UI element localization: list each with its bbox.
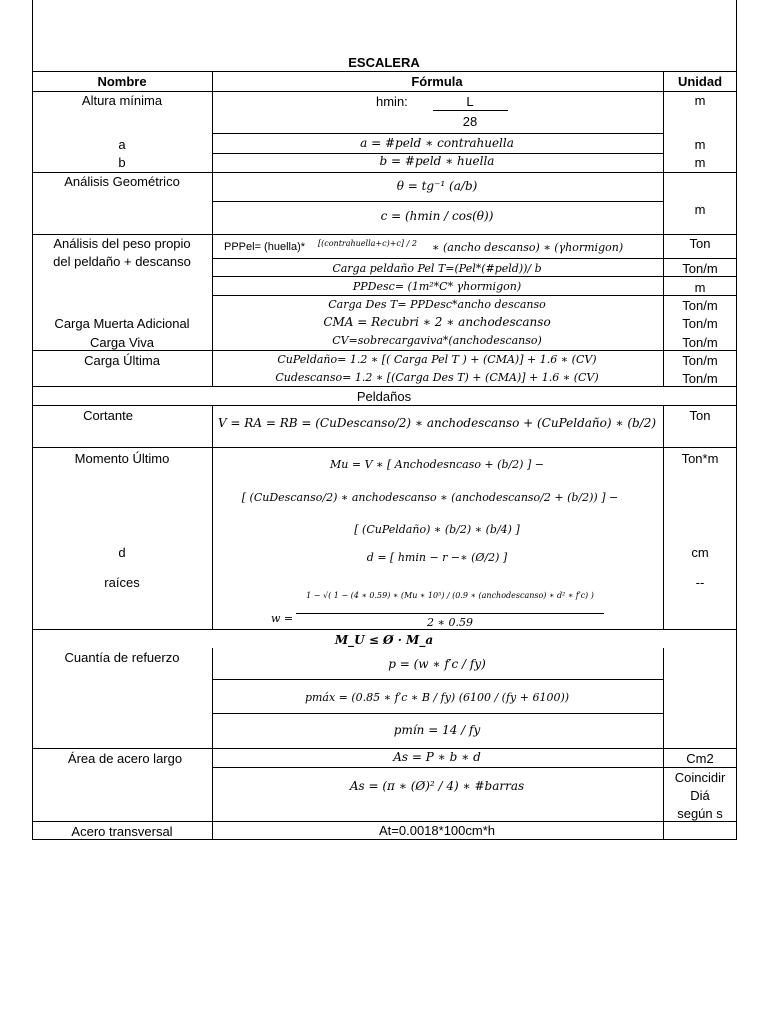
cma-name-1: Carga Muerta Adicional: [54, 316, 190, 331]
area-f1: As = P ∗ b ∗ d: [393, 750, 481, 764]
row-line: [32, 234, 737, 235]
a-formula: a = #peld ∗ contrahuella: [360, 136, 514, 150]
peso-name-1: Análisis del peso propio: [53, 236, 191, 251]
cuantia-f3: pmín = 14 / fy: [393, 723, 481, 737]
peso-f2: Carga peldaño Pel T=(Pel*(#peld))/ b: [332, 262, 542, 275]
ultima-name: Carga Última: [84, 353, 160, 368]
row-line: [32, 748, 737, 749]
cortante-name: Cortante: [83, 408, 133, 423]
peso-u3: m: [694, 280, 706, 295]
col-sep: [663, 72, 664, 387]
geom-name: Análisis Geométrico: [64, 174, 180, 189]
row-line: [32, 350, 737, 351]
header-unit: Unidad: [677, 74, 723, 89]
raices-lhs: w =: [271, 612, 294, 625]
a-name: a: [118, 137, 126, 152]
col-sep: [212, 447, 213, 630]
d-formula: d = [ hmin − r −∗ (Ø/2) ]: [366, 551, 508, 564]
fraction-bar: [296, 613, 604, 614]
altura-num: L: [466, 94, 474, 109]
sheet-title: ESCALERA: [348, 55, 420, 70]
cuantia-header: M_U ≤ Ø · M_a: [334, 633, 434, 647]
geom-unit: m: [694, 202, 706, 217]
momento-f2: [ (CuDescanso/2) ∗ anchodescanso ∗ (anchodescanso/2 + (b/2)) ] −: [241, 491, 619, 504]
col-sep: [212, 648, 213, 840]
row-line: [32, 629, 737, 630]
cuantia-name: Cuantía de refuerzo: [64, 650, 180, 665]
momento-unit: Ton*m: [681, 451, 719, 466]
cma-u1: Ton/m: [682, 298, 718, 313]
col-sep: [212, 72, 213, 387]
row-line: [32, 91, 737, 92]
raices-num: 1 − √( 1 − (4 ∗ 0.59) ∗ (Mu ∗ 10⁵) / (0.9 ∗ (anchodescanso) ∗ d² ∗ f′c) ): [306, 591, 594, 600]
border-bottom: [32, 839, 737, 840]
cma-u3: Ton/m: [682, 335, 718, 350]
row-line: [32, 71, 737, 72]
cma-f3: CV=sobrecargaviva*(anchodescanso): [332, 334, 542, 347]
area-u1: Cm2: [686, 751, 714, 766]
cma-f1: Carga Des T= PPDesc*ancho descanso: [328, 298, 546, 311]
peso-f1c: ∗ (ancho descanso) ∗ (γhormigon): [432, 241, 624, 254]
raices-name: raíces: [104, 575, 140, 590]
peldanos-label: Peldaños: [356, 389, 412, 404]
area-u2a: Coincidir: [674, 770, 726, 785]
cuantia-f1: p = (w ∗ f′c / fy): [388, 657, 486, 671]
row-line: [32, 386, 737, 387]
row-line: [32, 405, 737, 406]
cma-u2: Ton/m: [682, 316, 718, 331]
peso-f1b: [(contrahuella+c)+c] / 2: [318, 239, 417, 248]
row-line: [212, 679, 664, 680]
raices-unit: --: [695, 575, 705, 590]
area-u2c: según s: [677, 806, 723, 821]
col-sep: [212, 405, 213, 450]
b-formula: b = #peld ∗ huella: [379, 154, 495, 168]
cuantia-f2: pmáx = (0.85 ∗ f′c ∗ B / fy) (6100 / (fy + 6100)): [304, 691, 570, 704]
area-u2b: Diá: [690, 788, 710, 803]
cortante-formula: V = RA = RB = (CuDescanso/2) ∗ anchodescanso + (CuPeldaño) ∗ (b/2): [217, 416, 657, 430]
header-formula: Fórmula: [411, 74, 463, 89]
b-name: b: [118, 155, 126, 170]
momento-name: Momento Último: [74, 451, 170, 466]
cortante-unit: Ton: [689, 408, 711, 423]
altura-unit: m: [694, 93, 706, 108]
peso-f3: PPDesc= (1m²*C* γhormigon): [352, 280, 522, 293]
raices-den: 2 ∗ 0.59: [427, 616, 473, 629]
peso-u2: Ton/m: [682, 261, 718, 276]
row-line: [212, 767, 737, 768]
ultima-u2: Ton/m: [682, 371, 718, 386]
fraction-bar: [433, 110, 508, 111]
transversal-formula: At=0.0018*100cm*h: [378, 823, 496, 838]
row-line: [212, 276, 737, 277]
row-line: [212, 201, 664, 202]
col-sep: [663, 405, 664, 450]
border-right: [736, 0, 737, 840]
cma-f2: CMA = Recubri ∗ 2 ∗ anchodescanso: [323, 315, 551, 329]
row-line: [212, 295, 737, 296]
row-line: [32, 172, 737, 173]
ultima-f1: CuPeldaño= 1.2 ∗ [( Carga Pel T ) + (CMA)] + 1.6 ∗ (CV): [277, 353, 597, 366]
peso-u1: Ton: [689, 236, 711, 251]
transversal-name: Acero transversal: [71, 824, 173, 839]
altura-label: hmin:: [376, 94, 408, 109]
col-sep: [663, 648, 664, 840]
geom-f2: c = (hmin / cos(θ)): [380, 209, 494, 223]
header-name: Nombre: [97, 74, 147, 89]
cma-name-2: Carga Viva: [89, 335, 155, 350]
row-line: [32, 447, 737, 448]
area-f2: As = (π ∗ (Ø)² / 4) ∗ #barras: [349, 779, 525, 793]
d-name: d: [118, 545, 126, 560]
ultima-f2: Cudescanso= 1.2 ∗ [(Carga Des T) + (CMA)] + 1.6 ∗ (CV): [275, 371, 599, 384]
row-line: [212, 133, 664, 134]
geom-f1: θ = tg⁻¹ (a/b): [396, 179, 478, 193]
d-unit: cm: [691, 545, 709, 560]
altura-den: 28: [462, 114, 478, 129]
row-line: [212, 258, 737, 259]
momento-f1: Mu = V ∗ [ Anchodesncaso + (b/2) ] −: [330, 458, 544, 471]
momento-f3: [ (CuPeldaño) ∗ (b/2) ∗ (b/4) ]: [354, 523, 520, 536]
border-left: [32, 0, 33, 840]
area-name: Área de acero largo: [67, 751, 183, 766]
row-line: [212, 713, 664, 714]
b-unit: m: [694, 155, 706, 170]
peso-name-2: del peldaño + descanso: [53, 254, 191, 269]
altura-name: Altura mínima: [81, 93, 163, 108]
peso-f1a: PPPel= (huella)*: [224, 241, 306, 253]
ultima-u1: Ton/m: [682, 353, 718, 368]
row-line: [32, 821, 737, 822]
a-unit: m: [694, 137, 706, 152]
col-sep: [663, 447, 664, 630]
